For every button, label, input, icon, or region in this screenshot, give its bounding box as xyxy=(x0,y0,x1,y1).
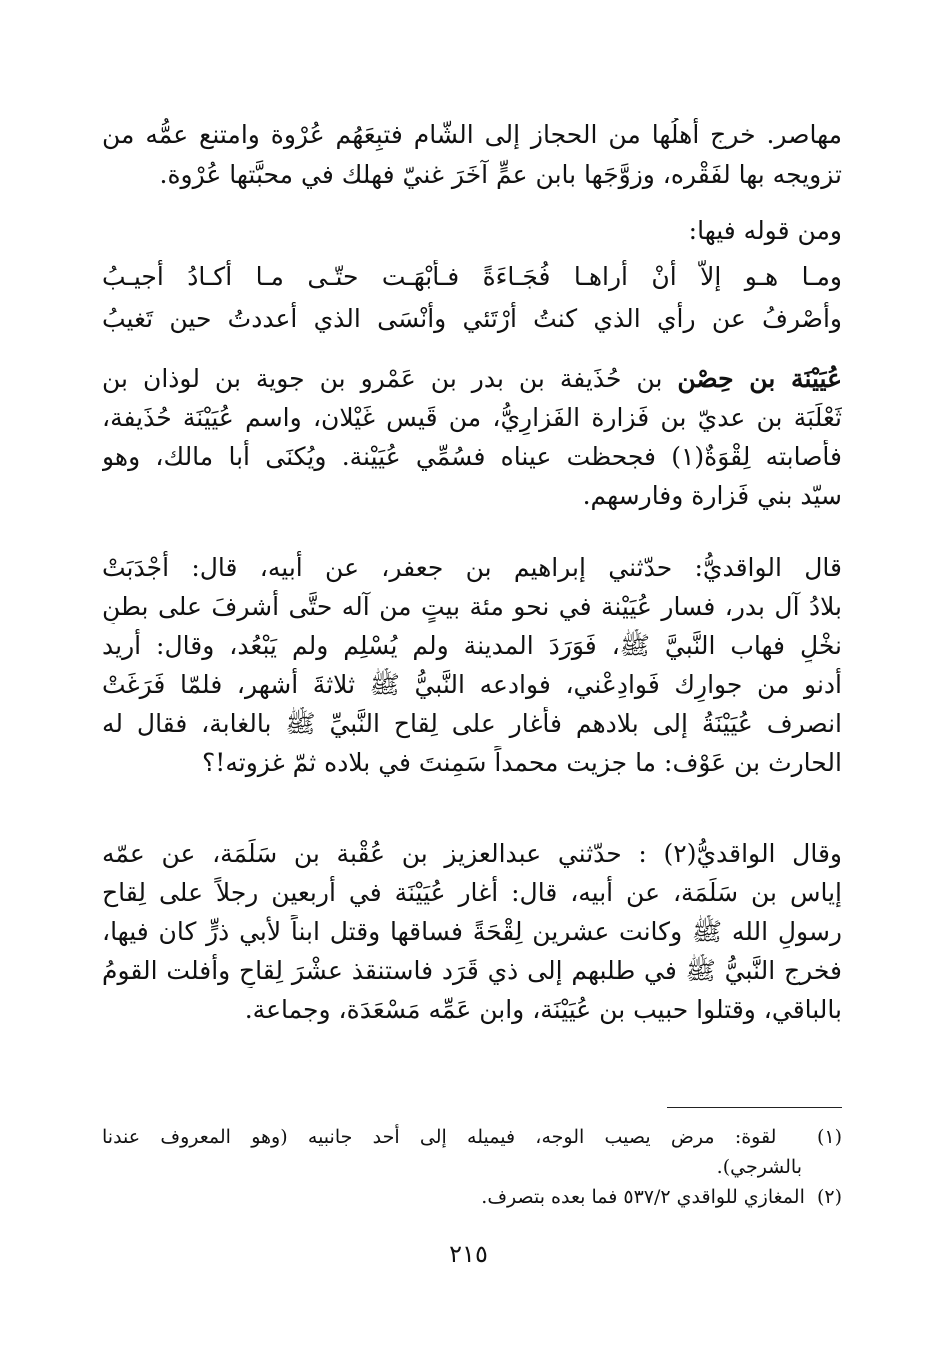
footnote-1-continuation: بالشرجي). xyxy=(716,1156,802,1178)
footnote-2 xyxy=(102,1182,842,1212)
paragraph-line: مهاصر. خرج أهلُها من الحجاز إلى الشّام فتبِعَهُم عُرْوة وامتنع عمُّه من xyxy=(102,120,842,149)
paragraph-line: نخْلٍ فهاب النَّبيَّ ﷺ، فَوَرَدَ المدينة ولم يُسْلِم ولم يَبْعُد، وقال: أُريد xyxy=(102,631,842,660)
paragraph-line: سيّد بني فَزارة وفارسهم. xyxy=(582,481,842,510)
paragraph-4 xyxy=(102,837,842,1027)
paragraph-line: قال الواقديُّ: حدّثني إبراهيم بن جعفر، عن أبيه، قال: أجْدَبَتْ xyxy=(102,553,842,582)
paragraph-line: رسولِ الله ﷺ وكانت عشرين لِقْحَةً فساقها وقتل ابناً لأبي ذرٍّ كان فيها، xyxy=(102,917,842,946)
footnote-separator xyxy=(667,1107,842,1108)
verse-line: وأَصْرفُ عن رأي الذي كنتُ أَرْتَئي وأنْسَى الذي أعددتُ حين تَغيبُ xyxy=(102,304,842,333)
paragraph-3 xyxy=(102,551,842,780)
paragraph-line: الحارث بن عَوْف: ما جزيت محمداً سَمِنتَ في بلاده ثمّ غزوته!؟ xyxy=(202,748,842,777)
paragraph-line: أدنو من جوارِك فَوادِعْني، فوادعه النَّبيُّ ﷺ ثلاثةَ أشهر، فلمّا فَرَغَتْ xyxy=(102,670,842,699)
footnote-text: لقوة: مرض يصيب الوجه، فيميله إلى أحد جانبيه (وهو المعروف عندنا xyxy=(102,1126,777,1148)
paragraph-line: فأصابته لِقْوَةٌ(١) فجحظت عيناه فسُمِّي عُيَيْنة. ويُكنَى أبا مالك، وهو xyxy=(102,442,842,471)
intro-line: ومن قوله فيها: xyxy=(688,216,842,245)
paragraph-line: بلادُ آل بدر، فسار عُيَيْنة في نحو مئة بيتٍ من آله حتَّى أشرفَ على بطنِ xyxy=(102,592,842,621)
paragraph-2 xyxy=(102,362,842,513)
footnote-text: المغازي للواقدي ٥٣٧/٢ فما بعده بتصرف. xyxy=(481,1186,805,1208)
paragraph-line: تزويجه بها لفَقْره، وزوَّجَها بابن عمٍّ آخَرَ غنيّ فهلك في محبَّتها عُرْوة. xyxy=(159,160,842,189)
verse-line: ومـا هـو إلاَّ أنْ أراهـا فُجَـاءَةً فـأُبْهَـت حتّـى مـا أكـادُ أُجيـبُ xyxy=(102,262,842,291)
biography-name: عُيَيْنَة بن حِصْن xyxy=(677,364,842,393)
paragraph-line: انصرف عُيَيْنَةُ إلى بلادهم فأغار على لِقاح النَّبيِّ ﷺ بالغابة، فقال له xyxy=(102,709,842,738)
paragraph-line: إياس بن سَلَمَة، عن أبيه، قال: أغار عُيَيْنَة في أربعين رجلاً على لِقاح xyxy=(102,878,842,907)
poem-verses xyxy=(102,260,842,336)
paragraph-line: بالباقي، وقتلوا حبيب بن عُيَيْنَة، وابن عَمِّه مَسْعَدَة، وجماعة. xyxy=(244,995,842,1024)
paragraph-line: ثَعْلَبَة بن عديّ بن فَزارة الفَزارِيُّ، من قَيس غَيْلان، واسم عُيَيْنَة حُذَيفة، xyxy=(102,403,842,432)
paragraph-line-rest: بن حُذَيفة بن بدر بن عَمْرو بن جوية بن لوذان بن xyxy=(102,364,678,393)
paragraph-line: وقال الواقديُّ(٢) : حدّثني عبدالعزيز بن عُقْبة بن سَلَمَة، عن عمّه xyxy=(102,839,842,868)
footnote-marker: (٢) xyxy=(816,1186,842,1208)
paragraph-line xyxy=(102,362,842,396)
paragraph-line: فخرج النَّبيُّ ﷺ في طلبهم إلى ذي قَرَد فاستنقذ عشْرَ لِقاحٍ وأفلت القومُ xyxy=(102,956,842,985)
footnote-1 xyxy=(102,1122,842,1152)
poem-intro xyxy=(102,214,842,248)
footnotes xyxy=(102,1122,842,1212)
footnote-marker: (١) xyxy=(816,1126,842,1148)
page-number: ٢١٥ xyxy=(449,1240,488,1268)
paragraph-1 xyxy=(102,118,842,192)
